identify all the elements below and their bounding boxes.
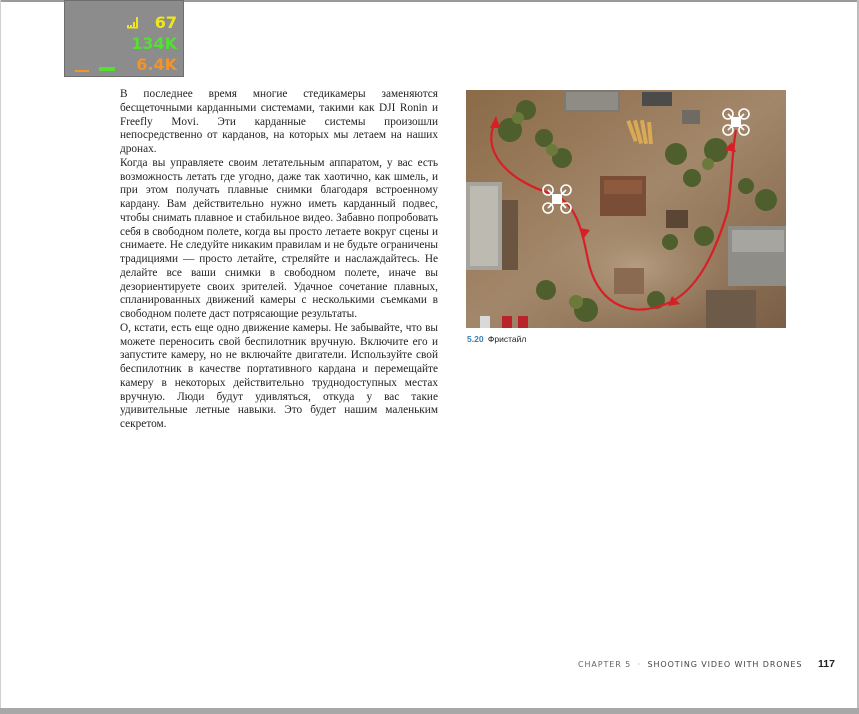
article-body: [120, 88, 438, 432]
paragraph-gimbal-systems: В последнее время многие стедикамеры заменяются бесщеточными карданными системами, такими как DJI Ronin и Freefly Movi. Эти карданные системы произошли непосредственно от карданов, на которых мы летаем на наших дронах.: [120, 88, 438, 155]
paragraph-handheld-drone: О, кстати, есть еще одно движение камеры. Не забывайте, что вы можете переносить свой беспилотник вручную. Включите его и запустите камеру, но не включайте двигатели. Используйте свой беспилотник в качестве портативного кардана и перемещайте камеру в некоторых действительно труднодоступных местах вручную. Люди будут удивляться, откуда у вас такие удивительные летные навыки. Это будет нашим маленьким секретом.: [120, 321, 438, 430]
network-value: 6.4K: [136, 55, 177, 74]
figure-number: 5.20: [467, 334, 484, 344]
performance-overlay: [64, 0, 184, 77]
viewer-frame-left: [0, 0, 1, 714]
paragraph-freestyle-flight: Когда вы управляете своим летательным аппаратом, у вас есть возможность летать где угодно, даже так хаотично, как шмель, и при этом получать плавные снимки благодаря встроенному кардану. Вам действительно нужно иметь карданный подвес, чтобы снимать плавное и стабильное видео. Забавно попробовать себя в свободном полете, когда вы просто летаете вокруг сцены и снимаете. Не следуйте никаким правилам и не будьте ограничены традициями — просто летайте, стреляйте и наслаждайтесь. Не делайте все ваши снимки в свободном полете, иначе вы дезориентируете своих зрителей. Удачное сочетание плавных, спланированных движений камеры с несколькими съемками в свободном полете даст потрясающие результаты.: [120, 156, 438, 320]
figure-caption-text: Фристайл: [487, 334, 527, 344]
viewer-frame-bottom: [0, 708, 859, 714]
page-number: 117: [818, 658, 835, 670]
fps-value: 67: [154, 13, 177, 32]
figure-image-freestyle: [466, 90, 786, 328]
chapter-label: CHAPTER 5: [578, 660, 632, 669]
figure-caption: [467, 334, 526, 344]
footer-separator: ·: [637, 660, 642, 669]
memory-value: 134K: [131, 34, 177, 53]
chapter-title: SHOOTING VIDEO WITH DRONES: [647, 660, 803, 669]
activity-bars-icon: [75, 65, 121, 73]
running-footer: [578, 660, 802, 669]
signal-icon: [127, 17, 139, 29]
